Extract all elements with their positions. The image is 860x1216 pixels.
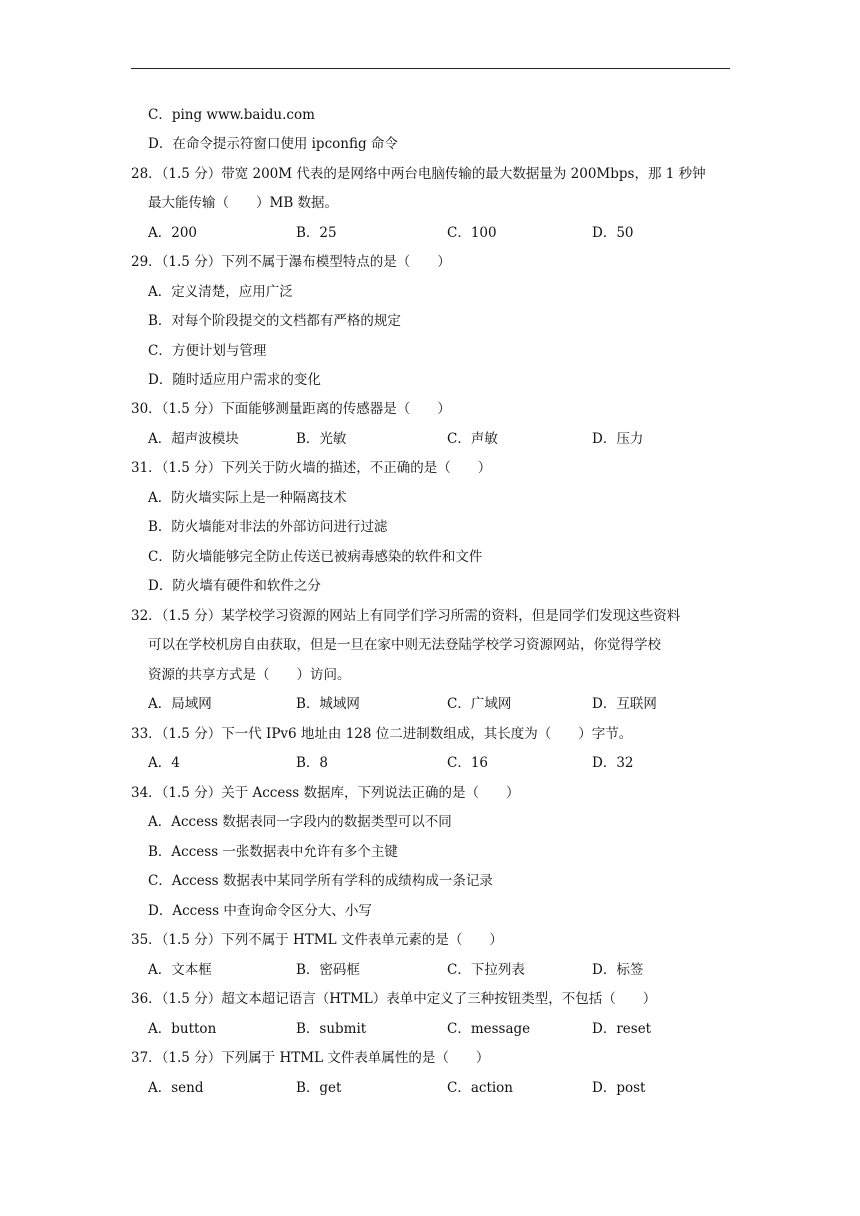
q34-option-b: B．Access 一张数据表中允许有多个主键: [148, 844, 398, 860]
q28-option-a: A．200: [148, 225, 198, 241]
q37-option-d: D．post: [592, 1080, 646, 1096]
q30-option-b: B．光敏: [296, 431, 347, 447]
q32-stem-line1: 32．（1.5 分）某学校学习资源的网站上有同学们学习所需的资料，但是同学们发现这些资料: [131, 608, 681, 624]
q36-stem: 36．（1.5 分）超文本超记语言（HTML）表单中定义了三种按钮类型，不包括（ ）: [131, 991, 657, 1007]
q36-option-c: C．message: [447, 1021, 531, 1037]
q34-stem: 34．（1.5 分）关于 Access 数据库，下列说法正确的是（ ）: [131, 785, 520, 801]
q34-option-c: C．Access 数据表中某同学所有学科的成绩构成一条记录: [148, 873, 493, 889]
q36-option-d: D．reset: [592, 1021, 652, 1037]
q33-stem: 33．（1.5 分）下一代 IPv6 地址由 128 位二进制数组成，其长度为（ ）字节。: [131, 726, 633, 742]
q28-option-d: D．50: [592, 225, 634, 241]
q29-option-b: B．对每个阶段提交的文档都有严格的规定: [148, 313, 401, 329]
q34-option-d: D．Access 中查询命令区分大、小写: [148, 903, 372, 919]
q33-option-c: C．16: [447, 755, 489, 771]
q32-option-d: D．互联网: [592, 696, 657, 712]
q31-stem: 31．（1.5 分）下列关于防火墙的描述，不正确的是（ ）: [131, 460, 492, 476]
q29-option-c: C．方便计划与管理: [148, 343, 267, 359]
q35-option-d: D．标签: [592, 962, 644, 978]
q29-stem: 29．（1.5 分）下列不属于瀑布模型特点的是（ ）: [131, 254, 451, 270]
q33-option-d: D．32: [592, 755, 634, 771]
q36-option-a: A．button: [148, 1021, 217, 1037]
q32-option-c: C．广域网: [447, 696, 512, 712]
q35-stem: 35．（1.5 分）下列不属于 HTML 文件表单元素的是（ ）: [131, 932, 503, 948]
q28-stem-line1: 28．（1.5 分）带宽 200M 代表的是网络中两台电脑传输的最大数据量为 200Mbps，那 1 秒钟: [131, 166, 706, 182]
q32-stem-line3: 资源的共享方式是（ ）访问。: [148, 667, 351, 683]
q35-option-c: C．下拉列表: [447, 962, 525, 978]
q27-option-c: C．ping www.baidu.com: [148, 107, 315, 123]
q27-option-d: D．在命令提示符窗口使用 ipconfig 命令: [148, 136, 398, 152]
q29-option-d: D．随时适应用户需求的变化: [148, 372, 321, 388]
q36-option-b: B．submit: [296, 1021, 367, 1037]
q37-option-a: A．send: [148, 1080, 204, 1096]
header-rule: [131, 68, 730, 69]
q31-option-a: A．防火墙实际上是一种隔离技术: [148, 490, 347, 506]
q31-option-c: C．防火墙能够完全防止传送已被病毒感染的软件和文件: [148, 549, 483, 565]
q31-option-b: B．防火墙能对非法的外部访问进行过滤: [148, 519, 388, 535]
q32-option-a: A．局域网: [148, 696, 212, 712]
q29-option-a: A．定义清楚，应用广泛: [148, 284, 293, 300]
q33-option-b: B．8: [296, 755, 329, 771]
q35-option-b: B．密码框: [296, 962, 360, 978]
q35-option-a: A．文本框: [148, 962, 212, 978]
q28-stem-line2: 最大能传输（ ）MB 数据。: [148, 195, 339, 211]
q30-option-d: D．压力: [592, 431, 644, 447]
q37-option-b: B．get: [296, 1080, 342, 1096]
q33-option-a: A．4: [148, 755, 180, 771]
q34-option-a: A．Access 数据表同一字段内的数据类型可以不同: [148, 814, 452, 830]
q32-stem-line2: 可以在学校机房自由获取，但是一旦在家中则无法登陆学校学习资源网站，你觉得学校: [148, 637, 661, 653]
q30-option-c: C．声敏: [447, 431, 498, 447]
q37-stem: 37．（1.5 分）下列属于 HTML 文件表单属性的是（ ）: [131, 1050, 490, 1066]
q28-option-b: B．25: [296, 225, 337, 241]
q28-option-c: C．100: [447, 225, 497, 241]
q37-option-c: C．action: [447, 1080, 514, 1096]
q30-option-a: A．超声波模块: [148, 431, 239, 447]
q30-stem: 30．（1.5 分）下面能够测量距离的传感器是（ ）: [131, 401, 451, 417]
q32-option-b: B．城域网: [296, 696, 360, 712]
q31-option-d: D．防火墙有硬件和软件之分: [148, 578, 321, 594]
